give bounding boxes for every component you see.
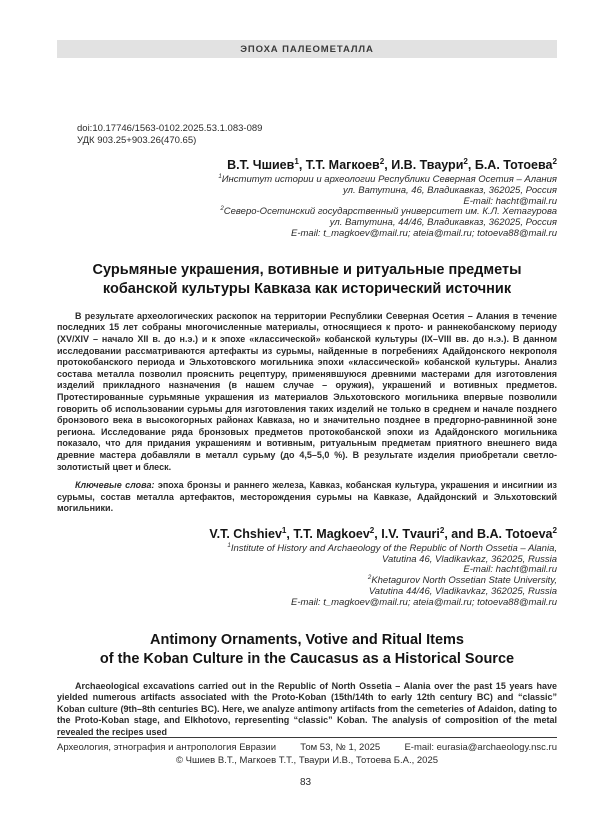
authors-ru: [57, 158, 557, 172]
affiliation-line: E-mail: t_magkoev@mail.ru; ateia@mail.ru; totoeva88@mail.ru: [291, 227, 557, 239]
author-affil-mark: 2: [552, 525, 557, 535]
copyright-line: © Чшиев В.Т., Магкоев Т.Т., Тваури И.В., Тотоева Б.А., 2025: [175, 755, 439, 766]
author-affil-mark: 1: [294, 156, 299, 166]
affiliation-line: Vatutina 46, Vladikavkaz, 362025, Russia: [382, 553, 557, 565]
author-affil-mark: 2: [552, 156, 557, 166]
page-footer: [57, 737, 557, 766]
affiliation-line: $^1$Institute of History and Archaeology of the Republic of North Ossetia – Alania,: [227, 541, 557, 554]
author-name: , Б.А. Тотоева: [467, 158, 553, 172]
affiliation-line: E-mail: hacht@mail.ru: [463, 564, 557, 576]
article-title-en: Antimony Ornaments, Votive and Ritual Items of the Koban Culture in the Caucasus as a Historical Source: [99, 631, 515, 667]
page-number: 83: [299, 777, 312, 788]
keywords-text: эпоха бронзы и раннего железа, Кавказ, кобанская культура, украшения и инсигнии из сурьмы, состав металла артефактов, месторождения сурьмы на Кавказе, Адайдонский и Эльхотовский могильники.: [57, 480, 558, 514]
affiliation-line: ул. Ватутина, 44/46, Владикавказ, 362025, Россия: [329, 217, 557, 229]
affiliation-line: $^1$Институт истории и археологии Республики Северная Осетия – Алания: [218, 172, 557, 185]
author-name: , I.V. Tvauri: [374, 526, 440, 541]
article-title-ru: Сурьмяные украшения, вотивные и ритуальные предметы кобанской культуры Кавказа как исторический источник: [92, 261, 522, 297]
affiliation-line: $^2$Khetagurov North Ossetian State University,: [367, 574, 557, 587]
volume-issue-year: Том 53, № 1, 2025: [300, 742, 381, 753]
udc: УДК 903.25+903.26(470.65): [77, 134, 197, 146]
page-content: [57, 0, 557, 739]
author-affil-mark: 2: [463, 156, 468, 166]
author-name: , И.В. Тваури: [384, 158, 464, 172]
author-name: , Т.Т. Магкоев: [298, 158, 380, 172]
footer-divider: [57, 737, 557, 738]
author-affil-mark: 2: [379, 156, 385, 166]
article-identifiers: [57, 123, 557, 146]
affiliation-line: E-mail: hacht@mail.ru: [463, 195, 557, 207]
affiliations-ru: [57, 172, 557, 240]
footer-journal-line: [57, 742, 557, 753]
affiliation-line: E-mail: t_magkoev@mail.ru; ateia@mail.ru; totoeva88@mail.ru: [291, 596, 557, 608]
authors-en: [57, 527, 557, 541]
doi: doi:10.17746/1563-0102.2025.53.1.083-089: [77, 123, 263, 134]
journal-name: Археология, этнография и антропология Евразии: [57, 742, 277, 753]
author-affil-mark: 1: [281, 525, 287, 535]
affiliation-line: $^2$Северо-Осетинский государственный университет им. К.Л. Хетагурова: [220, 205, 557, 218]
journal-email: E-mail: eurasia@archaeology.nsc.ru: [404, 742, 557, 753]
author-name: V.T. Chshiev: [209, 526, 282, 541]
running-head-band: [57, 40, 557, 58]
affiliations-en: [57, 541, 557, 609]
keywords-ru: [57, 480, 557, 515]
author-name: , and B.A. Totoeva: [444, 526, 553, 541]
author-name: В.Т. Чшиев: [227, 158, 295, 172]
keywords-label: Ключевые слова:: [75, 480, 155, 491]
affiliation-line: Vatutina 44/46, Vladikavkaz, 362025, Russia: [368, 586, 557, 598]
abstract-ru: В результате археологических раскопок на территории Республики Северная Осетия – Алания в течение последних 15 лет собраны многочисленные материалы, относящиеся к прото- и раннекобанскому периоду (XV/XIV – начало XII в. до н.э.) и к эпохе «классической» кобанской культуры (IX–VIII вв. до н.э.). В данном исследовании рассматриваются артефакты из сурьмы, найденные в погребениях Адайдонского некрополя протокобанского периода и Эльхотовского могильника эпохи «классической» кобанской культуры. Анализ состава металла позволил прояснить рецептуру, применявшуюся древними мастерами для изготовления изделий прикладного назначения (в нашем случае – оружия), украшений и вотивных предметов. Протестированные сурьмяные украшения из материалов Эльхотовского могильника впервые позволили говорить об использовании сурьмы для изготовления таких изделий не только в среднем и начале позднего бронзового века в высокогорных районах Кавказа, но и значительно позднее в предгорно-равнинной зоне региона. Исследование ряда бронзовых предметов протокобанской эпохи из Адайдонского могильника показало, что для придания украшениям и вотивным, ритуальным предметам приятного внешнего вида древние мастера добавляли в металл сурьму (до 4,5–5,0 %). В результате изделия приобретали светло-золотистый цвет и блеск.: [57, 310, 557, 472]
author-name: , T.T. Magkoev: [286, 526, 370, 541]
author-affil-mark: 2: [439, 525, 445, 535]
affiliation-line: ул. Ватутина, 46, Владикавказ, 362025, Россия: [342, 184, 557, 196]
running-head-text: ЭПОХА ПАЛЕОМЕТАЛЛА: [240, 43, 374, 55]
abstract-en: Archaeological excavations carried out in the Republic of North Ossetia – Alania over the past 15 years have yielded numerous artifacts associated with the Proto-Koban (15th/14th to early 12th century BC) and “classic” Koban culture (9th–8th centuries BC). Here, we analyze antimony artifacts from the cemeteries of Adaidon, dating to the Proto-Koban stage, and Elkhotovo, representing “classic” Koban. The analysis of composition of the metal revealed the recipes used: [57, 680, 557, 738]
author-affil-mark: 2: [369, 525, 375, 535]
